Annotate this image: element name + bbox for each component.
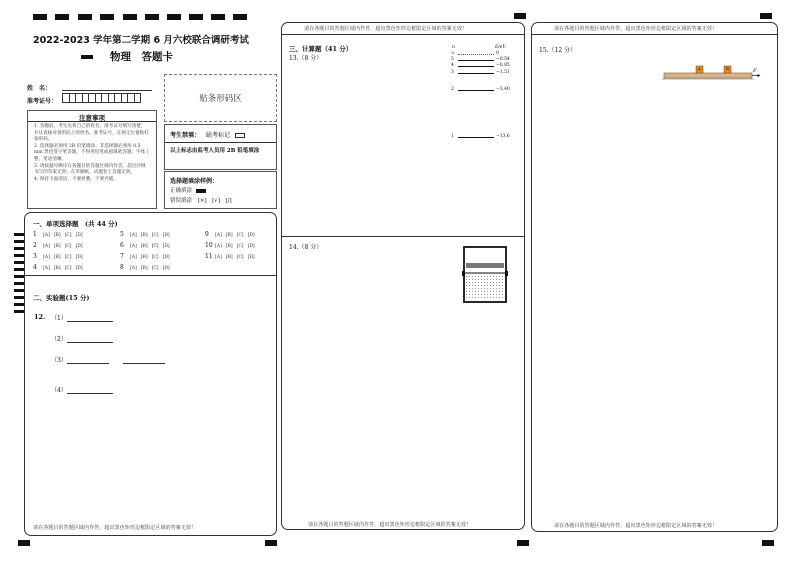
subject-marker — [81, 55, 93, 59]
mc-option-bubble[interactable]: [B] — [140, 266, 148, 271]
energy-level-n: ∞ — [451, 51, 455, 56]
exam-ban-row — [170, 130, 245, 139]
fill-sample-box — [164, 171, 277, 209]
answer-blank[interactable] — [67, 358, 109, 364]
mc-option-bubble[interactable]: [B] — [140, 233, 148, 238]
energy-level-n: 1 — [451, 134, 454, 139]
mc-option-bubble[interactable]: [C] — [236, 255, 244, 260]
mc-option-bubble[interactable]: [C] — [151, 266, 159, 271]
mc-question-row — [205, 253, 259, 260]
timing-mark — [14, 240, 24, 243]
timing-mark — [14, 282, 24, 285]
energy-n-header: n — [452, 45, 455, 50]
registration-mark — [18, 540, 30, 546]
answer-blank[interactable] — [67, 337, 113, 343]
absent-checkbox[interactable] — [235, 133, 245, 138]
mc-question-number: 11 — [205, 253, 213, 260]
mc-option-bubble[interactable]: [D] — [75, 244, 83, 249]
energy-level-n: 5 — [451, 57, 454, 62]
mc-question-row — [33, 253, 87, 260]
energy-level-value: 0 — [496, 51, 499, 56]
q15-label: 15.（12 分） — [539, 47, 577, 54]
mc-option-bubble[interactable]: [C] — [151, 255, 159, 260]
notes-heading: 注意事项 — [79, 114, 105, 122]
mc-question-row — [33, 242, 87, 249]
warning-divider — [532, 34, 777, 35]
energy-level-value: −0.85 — [496, 63, 510, 68]
mc-option-bubble[interactable]: [C] — [151, 244, 159, 249]
mc-option-bubble[interactable]: [C] — [64, 233, 72, 238]
mc-option-bubble[interactable]: [A] — [43, 266, 50, 271]
mc-option-bubble[interactable]: [C] — [64, 266, 72, 271]
mc-question-row — [205, 231, 259, 238]
timing-mark — [14, 233, 24, 236]
mc-question-number: 6 — [120, 242, 124, 249]
registration-mark — [33, 14, 47, 20]
registration-mark — [123, 14, 137, 20]
timing-mark — [14, 296, 24, 299]
section2-heading: 二、实验题(15 分) — [33, 294, 90, 302]
section-divider — [25, 275, 276, 276]
energy-level-line — [458, 137, 494, 138]
timing-mark — [14, 275, 24, 278]
mc-option-bubble[interactable]: [B] — [53, 244, 61, 249]
q12-part-2 — [51, 334, 113, 343]
force-label: F — [753, 68, 757, 74]
q14-label: 14.（8 分） — [289, 244, 323, 251]
left-answer-panel — [24, 212, 277, 536]
mc-option-bubble[interactable]: [A] — [43, 244, 50, 249]
answer-blank[interactable] — [67, 388, 113, 394]
q12-part-1 — [51, 313, 113, 322]
registration-mark — [211, 14, 225, 20]
mc-option-bubble[interactable]: [D] — [75, 233, 83, 238]
boundary-warning: 请在各题目的答题区域内作答，超出黑色矩形边框限定区域的答案无效！ — [554, 523, 718, 529]
registration-mark — [265, 540, 277, 546]
registration-mark — [145, 14, 159, 20]
mc-option-bubble[interactable]: [A] — [215, 233, 222, 238]
q12-part-3 — [51, 355, 165, 364]
note-item: 3. 请按题号顺序在各题目的答题区域内作答，超出区域书写的答案无效；在草稿纸、试题卷上答题无效。 — [34, 163, 146, 176]
mc-option-bubble[interactable]: [B] — [140, 244, 148, 249]
notes-list — [34, 124, 150, 183]
answer-blank[interactable] — [67, 316, 113, 322]
notes-box — [27, 110, 157, 209]
wrong-sample-row — [170, 196, 232, 204]
part-label: （2） — [51, 336, 67, 343]
note-item: 2. 选择题必须用 2B 铅笔填涂；非选择题必须用 0.5 mm 黑色签字笔答题，不得用铅笔或圆珠笔答题；字体工整、笔迹清晰。 — [34, 143, 150, 162]
mc-option-bubble[interactable]: [B] — [225, 255, 233, 260]
mc-option-bubble[interactable]: [B] — [140, 255, 148, 260]
exam-ban-note: 以上标志由监考人员用 2B 铅笔填涂 — [170, 148, 260, 154]
boundary-warning: 请在各题目的答题区域内作答，超出黑色矩形边框限定区域的答案无效！ — [33, 525, 197, 531]
mc-option-bubble[interactable]: [B] — [53, 233, 61, 238]
energy-level-line — [458, 60, 494, 61]
registration-mark — [762, 540, 774, 546]
timing-mark — [14, 247, 24, 250]
timing-mark — [14, 268, 24, 271]
mc-option-bubble[interactable]: [C] — [236, 244, 244, 249]
right-answer-panel — [531, 22, 778, 532]
answer-blank[interactable] — [123, 358, 165, 364]
wrong-marks: [×] [√] [/] — [197, 198, 232, 204]
note-item: 4. 保持卡面清洁，不要折叠、不要弄破。 — [34, 176, 118, 182]
block-a-label: A — [698, 66, 701, 71]
mc-question-row — [205, 242, 259, 249]
barcode-label: 贴条形码区 — [199, 94, 242, 104]
fill-sample-heading: 选择题填涂样例： — [170, 178, 219, 185]
warning-divider — [282, 34, 524, 35]
mc-question-number: 2 — [33, 242, 37, 249]
q13-label: 13.（8 分） — [289, 55, 323, 62]
mc-question-number: 3 — [33, 253, 37, 260]
timing-mark — [14, 310, 24, 313]
mc-question-number: 9 — [205, 231, 209, 238]
subject-title: 物理 答题卡 — [110, 51, 173, 63]
q12-part-4 — [51, 385, 113, 394]
mc-option-bubble[interactable]: [D] — [247, 244, 255, 249]
mc-option-bubble[interactable]: [D] — [247, 233, 255, 238]
mc-option-bubble[interactable]: [D] — [162, 233, 170, 238]
note-item: 1. 答题前，考生先将自己的姓名、准考证号填写清楚，并认真核对条形码上的姓名、准考证号，在规定位置贴好条形码。 — [34, 124, 149, 143]
mc-question-row — [120, 264, 174, 271]
energy-level-diagram — [448, 45, 518, 145]
mc-option-bubble[interactable]: [A] — [130, 244, 137, 249]
mc-option-bubble[interactable]: [B] — [225, 233, 233, 238]
mc-question-row — [120, 253, 174, 260]
energy-level-line — [458, 66, 494, 67]
section1-heading: 一、单项选择题 (共 44 分) — [33, 220, 118, 228]
mc-question-number: 8 — [120, 264, 124, 271]
mc-option-bubble[interactable]: [A] — [215, 255, 222, 260]
name-label: 姓 名： — [27, 85, 52, 92]
wrong-label: 错误填涂 — [170, 198, 193, 204]
exam-ban-box — [164, 124, 277, 170]
energy-level-value: −3.40 — [496, 87, 510, 92]
gas-container-figure — [462, 245, 510, 305]
boundary-warning: 请在各题目的答题区域内作答，超出黑色矩形边框限定区域的答案无效！ — [308, 522, 472, 528]
mc-question-row — [120, 242, 174, 249]
section3-heading: 三、计算题（41 分） — [289, 45, 353, 53]
registration-mark — [167, 14, 181, 20]
energy-level-n: 3 — [451, 70, 454, 75]
middle-answer-panel — [281, 22, 525, 530]
registration-mark — [189, 14, 203, 20]
energy-level-n: 2 — [451, 87, 454, 92]
correct-label: 正确填涂 — [170, 188, 193, 194]
mc-option-bubble[interactable]: [D] — [247, 255, 255, 260]
mc-option-bubble[interactable]: [A] — [43, 255, 50, 260]
boundary-warning: 请在各题目的答题区域内作答，超出黑色矩形边框限定区域的答案无效！ — [304, 26, 468, 32]
boundary-warning: 请在各题目的答题区域内作答，超出黑色矩形边框限定区域的答案无效！ — [554, 26, 718, 32]
registration-mark — [78, 14, 92, 20]
correct-fill-mark — [196, 189, 206, 193]
mc-option-bubble[interactable]: [C] — [64, 255, 72, 260]
notes-divider — [28, 121, 156, 122]
absent-label: 缺考标记 — [205, 132, 230, 139]
q12-number: 12. — [34, 313, 46, 321]
mc-option-bubble[interactable]: [C] — [236, 233, 244, 238]
registration-mark — [760, 13, 772, 19]
mc-option-bubble[interactable]: [D] — [162, 255, 170, 260]
part-label: （1） — [51, 315, 67, 322]
mc-question-number: 7 — [120, 253, 124, 260]
id-digit-box[interactable] — [134, 93, 142, 103]
mc-option-bubble[interactable]: [D] — [162, 266, 170, 271]
correct-sample-row — [170, 186, 206, 194]
barcode-area — [164, 74, 277, 122]
energy-e-header: E/eV — [495, 45, 506, 50]
registration-mark — [517, 540, 529, 546]
mc-option-bubble[interactable]: [B] — [225, 244, 233, 249]
mc-option-bubble[interactable]: [A] — [130, 255, 137, 260]
mc-option-bubble[interactable]: [B] — [53, 266, 61, 271]
energy-level-value: −13.6 — [496, 134, 510, 139]
name-field[interactable] — [62, 90, 152, 91]
exam-id-boxes[interactable] — [62, 93, 140, 103]
mc-question-number: 4 — [33, 264, 37, 271]
mc-option-bubble[interactable]: [D] — [162, 244, 170, 249]
mc-option-bubble[interactable]: [A] — [130, 233, 137, 238]
registration-mark — [55, 14, 69, 20]
mc-option-bubble[interactable]: [A] — [130, 266, 137, 271]
energy-level-n: 4 — [451, 63, 454, 68]
timing-mark — [14, 303, 24, 306]
mc-option-bubble[interactable]: [A] — [215, 244, 222, 249]
registration-mark — [514, 13, 526, 19]
mc-question-row — [120, 231, 174, 238]
exam-title: 2022-2023 学年第二学期 6 月六校联合调研考试 — [33, 35, 249, 46]
mc-question-number: 10 — [205, 242, 213, 249]
energy-level-line — [458, 90, 494, 91]
part-label: （4） — [51, 387, 67, 394]
mc-option-bubble[interactable]: [D] — [75, 266, 83, 271]
exam-ban-divider — [165, 142, 276, 143]
timing-mark — [14, 289, 24, 292]
mc-question-number: 5 — [120, 231, 124, 238]
question-divider — [282, 236, 524, 237]
mc-option-bubble[interactable]: [C] — [151, 233, 159, 238]
mc-option-bubble[interactable]: [C] — [64, 244, 72, 249]
registration-mark — [233, 14, 247, 20]
blocks-on-board-figure — [662, 63, 762, 81]
mc-question-row — [33, 264, 87, 271]
exam-ban-label: 考生禁填： — [170, 132, 201, 139]
mc-option-bubble[interactable]: [B] — [53, 255, 61, 260]
energy-level-value: −0.54 — [496, 57, 510, 62]
energy-level-value: −1.51 — [496, 70, 510, 75]
registration-mark — [100, 14, 114, 20]
id-label: 准考证号： — [27, 98, 58, 105]
mc-question-row — [33, 231, 87, 238]
energy-level-line — [458, 54, 494, 55]
energy-level-line — [458, 73, 494, 74]
timing-mark — [14, 254, 24, 257]
block-b-label: B — [726, 66, 729, 71]
timing-mark — [14, 261, 24, 264]
part-label: （3） — [51, 357, 67, 364]
mc-option-bubble[interactable]: [A] — [43, 233, 50, 238]
mc-option-bubble[interactable]: [D] — [75, 255, 83, 260]
mc-question-number: 1 — [33, 231, 37, 238]
